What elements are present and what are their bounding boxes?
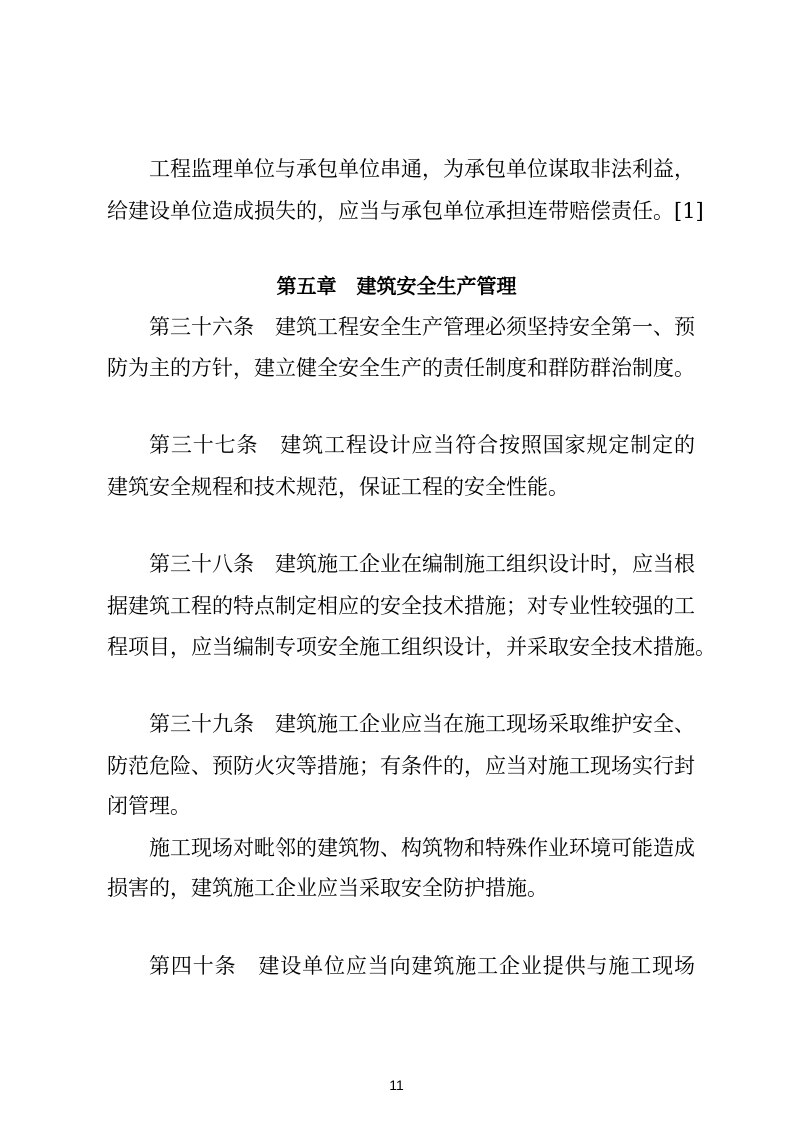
article-38-line: 据建筑工程的特点制定相应的安全技术措施；对专业性较强的工: [107, 594, 695, 618]
article-38-line: 第三十八条 建筑施工企业在编制施工组织设计时，应当根: [149, 552, 695, 576]
article-39-line: 防范危险、预防火灾等措施；有条件的，应当对施工现场实行封: [107, 754, 695, 778]
article-39-line: 第三十九条 建筑施工企业应当在施工现场采取维护安全、: [149, 712, 695, 736]
article-37-line: 第三十七条 建筑工程设计应当符合按照国家规定制定的: [149, 433, 695, 457]
article-39-line: 闭管理。: [107, 794, 191, 818]
article-40-line: 第四十条 建设单位应当向建筑施工企业提供与施工现场: [149, 954, 695, 978]
page-number: 11: [389, 1077, 404, 1093]
article-39-paragraph-2-line: 损害的，建筑施工企业应当采取安全防护措施。: [107, 876, 548, 900]
article-36-line: 第三十六条 建筑工程安全生产管理必须坚持安全第一、预: [149, 315, 695, 339]
chapter-heading: 第五章 建筑安全生产管理: [276, 274, 517, 298]
article-39-paragraph-2-line: 施工现场对毗邻的建筑物、构筑物和特殊作业环境可能造成: [149, 836, 695, 860]
paragraph-line: 工程监理单位与承包单位串通，为承包单位谋取非法利益，: [149, 157, 695, 181]
article-38-line: 程项目，应当编制专项安全施工组织设计，并采取安全技术措施。: [107, 635, 716, 659]
article-36-line: 防为主的方针，建立健全安全生产的责任制度和群防群治制度。: [107, 356, 695, 380]
paragraph-line: 给建设单位造成损失的，应当与承包单位承担连带赔偿责任。[1]: [107, 199, 704, 223]
article-37-line: 建筑安全规程和技术规范，保证工程的安全性能。: [107, 475, 569, 499]
